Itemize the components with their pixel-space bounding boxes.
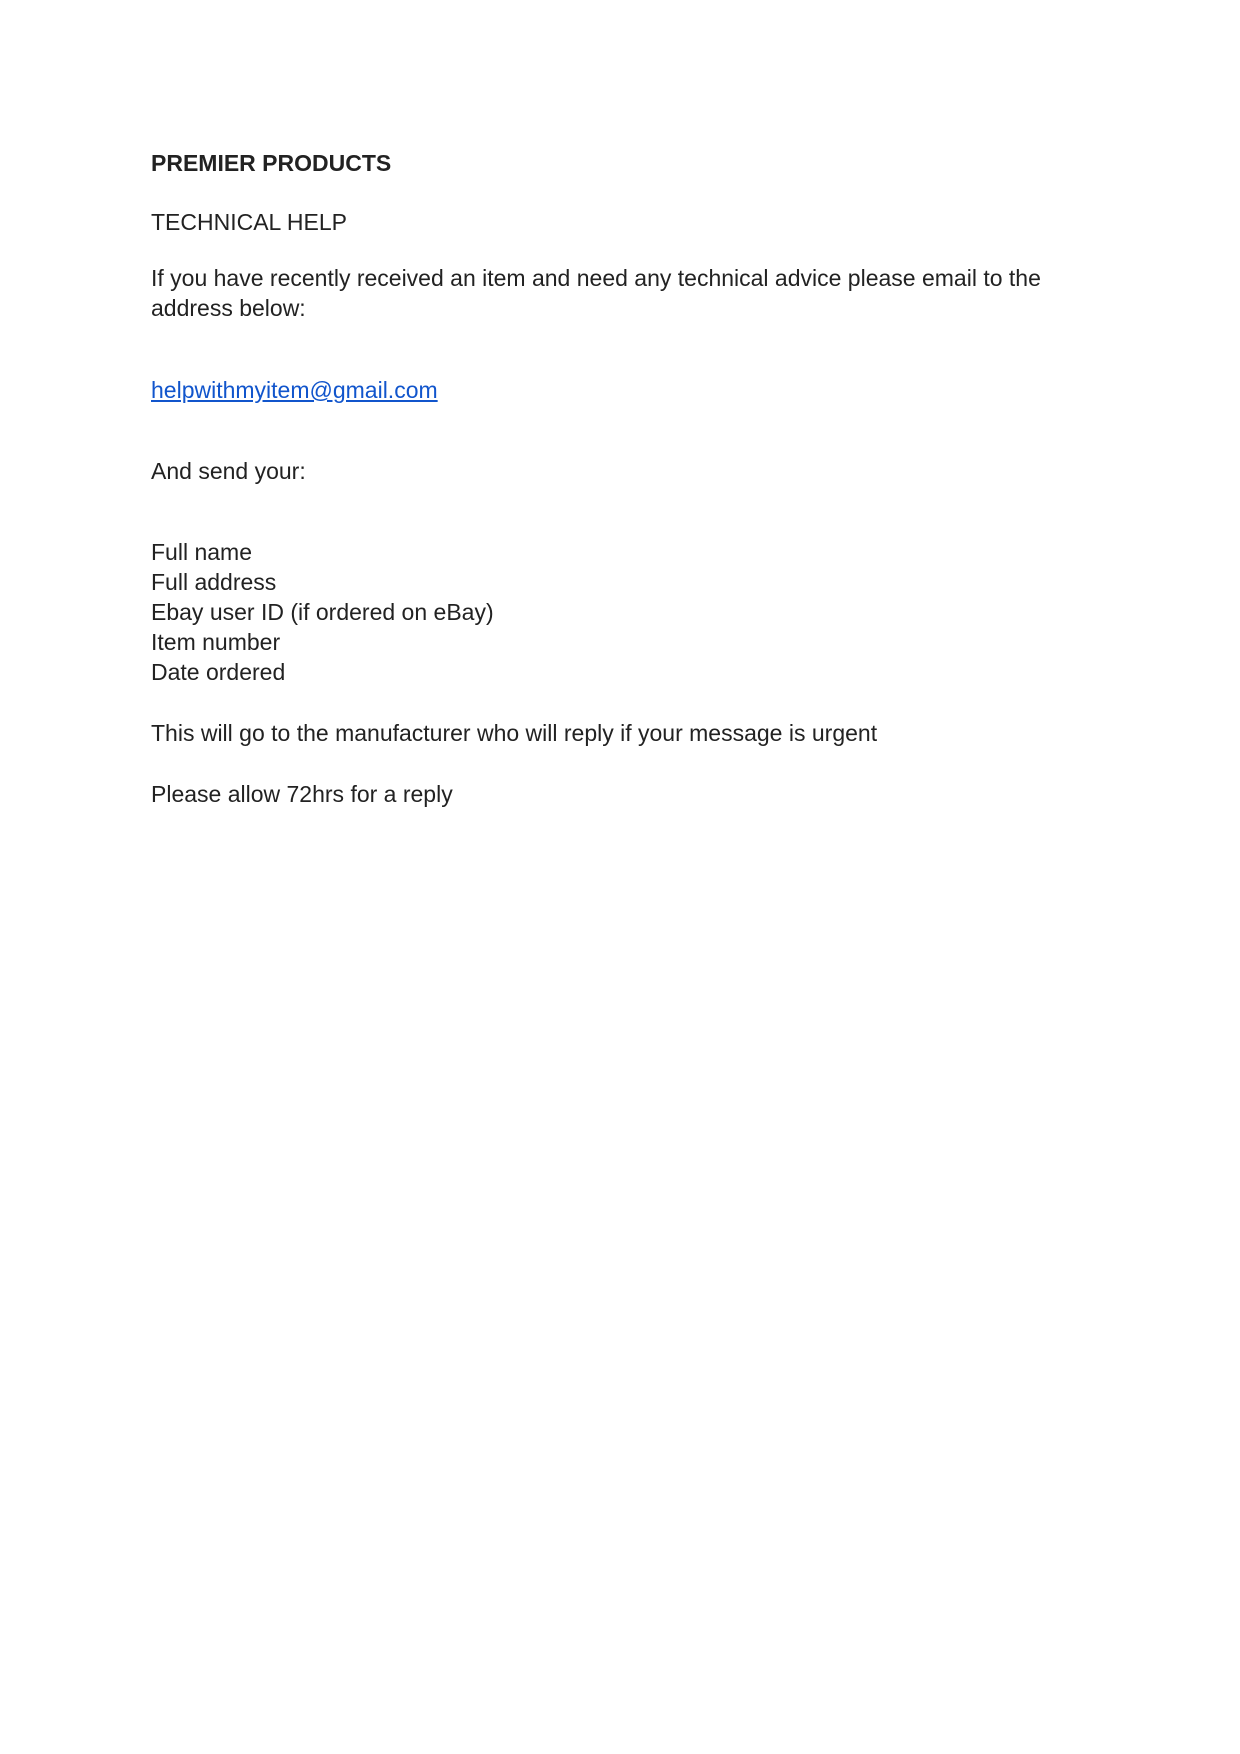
list-item: Date ordered — [151, 659, 286, 685]
email-line — [151, 375, 1091, 405]
reply-time-note: Please allow 72hrs for a reply — [151, 781, 453, 807]
send-your-label: And send your: — [151, 458, 306, 484]
company-name: PREMIER PRODUCTS — [151, 150, 392, 176]
section-title: TECHNICAL HELP — [151, 209, 347, 235]
list-item: Item number — [151, 629, 281, 655]
required-details-list — [151, 537, 1091, 687]
list-item: Ebay user ID (if ordered on eBay) — [151, 599, 494, 625]
list-item: Full address — [151, 569, 277, 595]
email-link[interactable]: helpwithmyitem@gmail.com — [151, 377, 438, 403]
manufacturer-note: This will go to the manufacturer who will reply if your message is urgent — [151, 720, 878, 746]
intro-paragraph: If you have recently received an item and need any technical advice please email to the address below: — [151, 265, 1041, 321]
document-body — [151, 146, 1091, 809]
list-item: Full name — [151, 539, 252, 565]
